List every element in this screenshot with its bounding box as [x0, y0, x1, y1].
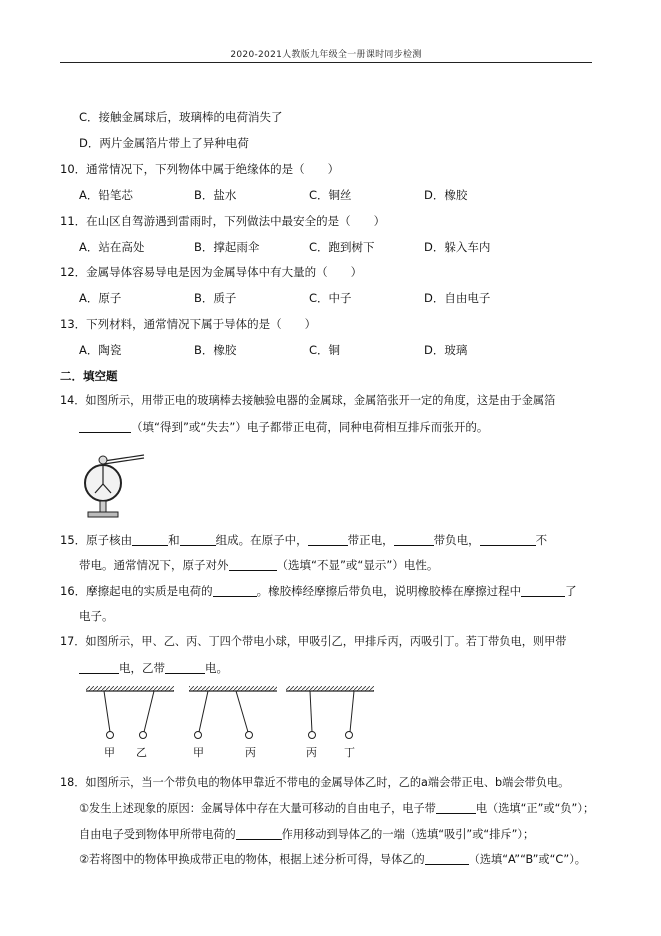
q12-option-b: B．质子 [194, 291, 237, 305]
q13-stem: 13．下列材料，通常情况下属于导体的是（ ） [60, 317, 317, 331]
q10-stem: 10．通常情况下，下列物体中属于绝缘体的是（ ） [60, 162, 340, 176]
q16-line1 [60, 583, 577, 599]
q18-blank-3[interactable] [425, 853, 469, 865]
header-rule [60, 62, 592, 63]
q18-blank-1[interactable] [436, 802, 476, 814]
q10-option-d: D．橡胶 [424, 188, 468, 202]
q18-text-4: 作用移动到导体乙的一端（选填“吸引”或“排斥”）； [281, 828, 535, 841]
q14-line2-text: （填“得到”或“失去”）电子都带正电荷，同种电荷相互排斥而张开的。 [131, 420, 489, 434]
q12-option-a: A．原子 [79, 291, 122, 305]
q13-option-c: C．铜 [309, 343, 341, 357]
q17-line1: 17．如图所示，甲、乙、丙、丁四个带电小球，甲吸引乙，甲排斥丙，丙吸引丁。若丁带负电，则甲带 [60, 635, 567, 648]
q17-text-2: 电。 [205, 661, 228, 675]
q15-text-5: 带负电， [433, 533, 480, 547]
q16-text-3: 了 [565, 584, 577, 598]
q9-option-c: C．接触金属球后，玻璃棒的电荷消失了 [79, 110, 283, 124]
ball-label-ding: 丁 [344, 746, 355, 759]
q16-line2: 电子。 [79, 609, 114, 623]
q15-text-1: 15．原子核由 [60, 533, 133, 547]
q12-option-c: C．中子 [309, 291, 352, 305]
q11-option-d: D．躲入车内 [424, 240, 491, 254]
q10-option-b: B．盐水 [194, 188, 237, 202]
ball-label-bing-1: 丙 [245, 746, 256, 759]
q13-option-b: B．橡胶 [194, 343, 237, 357]
q18-text-3: 自由电子受到物体甲所带电荷的 [79, 828, 236, 841]
q18-line1: 18．如图所示，当一个带负电的物体甲靠近不带电的金属导体乙时，乙的a端会带正电、b端会带负电。 [60, 776, 570, 789]
ball-label-jia-2: 甲 [193, 746, 204, 759]
q11-option-c: C．跑到树下 [309, 240, 375, 254]
q15-blank-5[interactable] [480, 534, 536, 546]
q12-stem: 12．金属导体容易导电是因为金属导体中有大量的（ ） [60, 265, 363, 279]
q15-line1 [60, 532, 547, 548]
ball-label-yi: 乙 [136, 746, 147, 759]
q10-option-a: A．铅笔芯 [79, 188, 133, 202]
q18-sub1-line2 [79, 827, 534, 843]
q15-text-2: 和 [168, 533, 180, 547]
q15-blank-6[interactable] [229, 559, 277, 571]
charged-balls-figure [86, 686, 386, 766]
q15-line2 [79, 557, 438, 573]
q15-blank-1[interactable] [132, 534, 168, 546]
q16-blank-2[interactable] [521, 585, 565, 597]
q11-option-b: B．撑起雨伞 [194, 240, 260, 254]
q11-stem: 11．在山区自驾游遇到雷雨时，下列做法中最安全的是（ ） [60, 214, 386, 228]
q13-option-a: A．陶瓷 [79, 343, 122, 357]
q11-option-a: A．站在高处 [79, 240, 145, 254]
q18-text-2: 电（选填“正”或“负”）； [475, 802, 595, 815]
q12-option-d: D．自由电子 [424, 291, 491, 305]
q14-line2 [79, 419, 488, 435]
q18-blank-2[interactable] [236, 828, 282, 840]
q15-blank-3[interactable] [308, 534, 348, 546]
q13-option-d: D．玻璃 [424, 343, 468, 357]
ball-label-bing-2: 丙 [306, 746, 317, 759]
q14-line1: 14．如图所示，用带正电的玻璃棒去接触验电器的金属球，金属箔张开一定的角度，这是由于金属箔 [60, 394, 556, 407]
q16-text-1: 16．摩擦起电的实质是电荷的 [60, 584, 213, 598]
q18-sub2 [79, 852, 586, 868]
section-title-fill-in: 二．填空题 [60, 369, 118, 383]
q15-text-7: 带电。通常情况下，原子对外 [79, 558, 229, 572]
q17-text-1: 电，乙带 [119, 661, 165, 675]
q15-text-4: 带正电， [347, 533, 394, 547]
q15-text-8: （选填“不显”或“显示”）电性。 [276, 558, 439, 572]
electroscope-figure [76, 446, 148, 522]
q18-sub1-line1 [79, 801, 594, 817]
q15-blank-4[interactable] [394, 534, 434, 546]
q18-text-5: ②若将图中的物体甲换成带正电的物体，根据上述分析可得，导体乙的 [79, 853, 425, 866]
q15-blank-2[interactable] [180, 534, 216, 546]
page-header: 2020-2021人教版九年级全一册课时同步检测 [230, 50, 422, 60]
q17-line2 [79, 660, 228, 676]
q16-text-2: 。橡胶棒经摩擦后带负电，说明橡胶棒在摩擦过程中 [256, 584, 522, 598]
q15-text-6: 不 [535, 533, 548, 547]
q18-text-6: （选填“A”“B”或“C”）。 [468, 853, 586, 866]
q17-blank-2[interactable] [165, 662, 205, 674]
q16-blank-1[interactable] [213, 585, 257, 597]
q14-blank[interactable] [79, 421, 131, 433]
q9-option-d: D．两片金属箔片带上了异种电荷 [79, 136, 249, 150]
q15-text-3: 组成。在原子中， [215, 533, 308, 547]
ball-label-jia-1: 甲 [104, 746, 115, 759]
q18-text-1: ①发生上述现象的原因：金属导体中存在大量可移动的自由电子，电子带 [79, 802, 436, 815]
q10-option-c: C．铜丝 [309, 188, 352, 202]
q17-blank-1[interactable] [79, 662, 119, 674]
